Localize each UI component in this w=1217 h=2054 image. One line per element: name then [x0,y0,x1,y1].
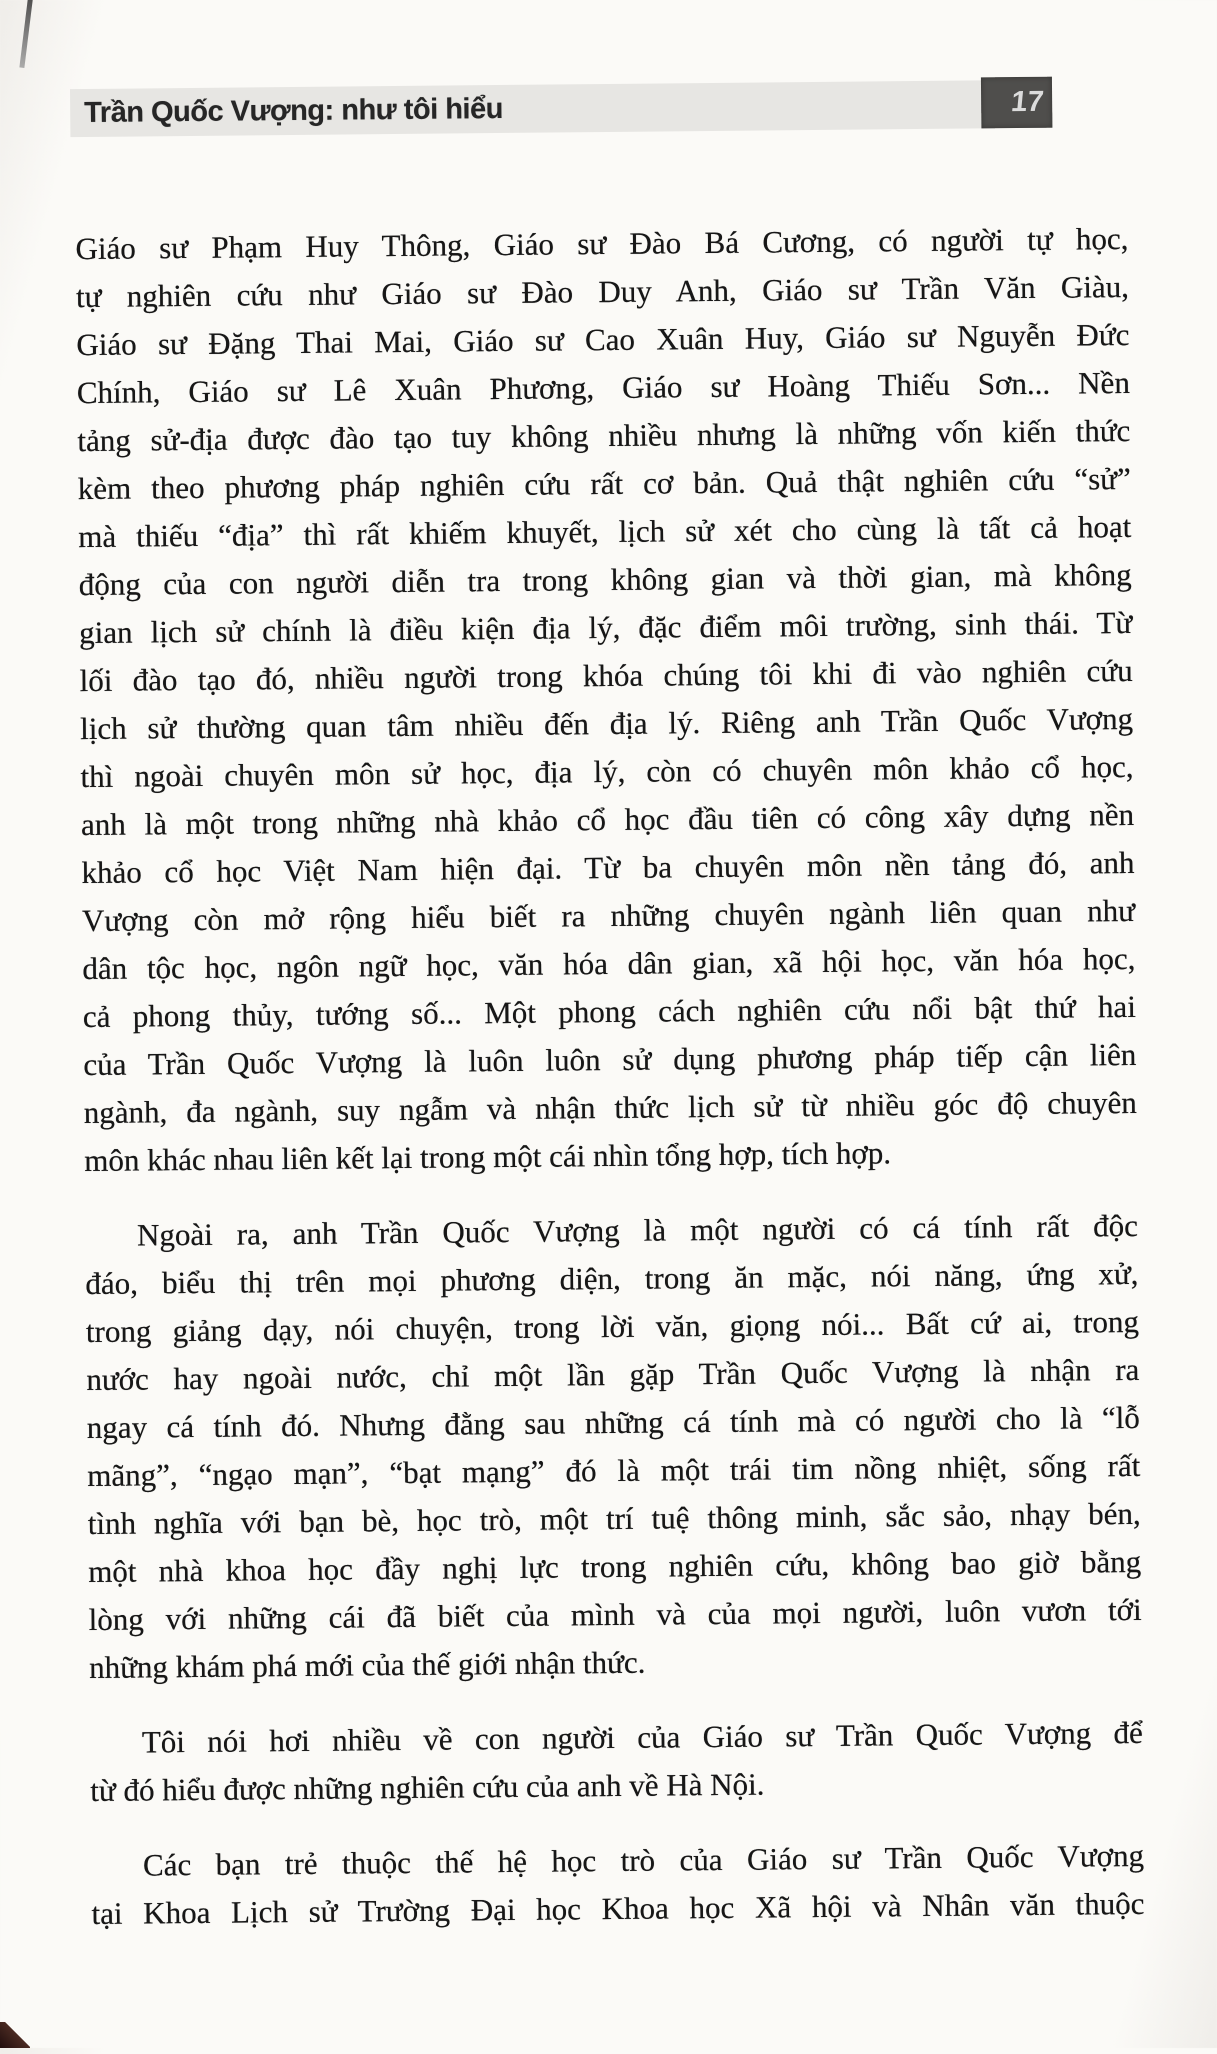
text-line: tại Khoa Lịch sử Trường Đại học Khoa học Xã hội và Nhân văn thuộc [91,1885,1145,1932]
running-header-title: Trần Quốc Vượng: như tôi hiểu [84,92,504,129]
text-line: trong giảng dạy, nói chuyện, trong lời văn, giọng nói... Bất cứ ai, trong [85,1303,1140,1350]
text-line: ngay cá tính đó. Nhưng đằng sau những cá tính mà có người cho là “lỗ [86,1399,1140,1446]
header-title-bar [70,80,981,137]
text-line: Vượng còn mở rộng hiểu biết ra những chuyên ngành liên quan như [81,892,1136,939]
text-line: nước hay ngoài nước, chỉ một lần gặp Trần Quốc Vượng là nhận ra [86,1351,1140,1398]
text-line: khảo cổ học Việt Nam hiện đại. Từ ba chuyên môn nền tảng đó, anh [81,844,1135,891]
text-line: gian lịch sử chính là điều kiện địa lý, đặc điểm môi trường, sinh thái. Từ [79,604,1133,651]
text-line: cả phong thủy, tướng số... Một phong cách nghiên cứu nổi bật thứ hai [82,988,1137,1035]
running-header [70,80,1052,137]
page-number: 17 [1009,85,1045,119]
text-line: của Trần Quốc Vượng là luôn luôn sử dụng phương pháp tiếp cận liên [83,1036,1137,1083]
paragraph [91,1832,1145,1938]
text-line: một nhà khoa học đầy nghị lực trong nghiên cứu, không bao giờ bằng [88,1543,1142,1590]
text-line: từ đó hiểu được những nghiên cứu của anh về Hà Nội. [90,1766,765,1809]
text-line: đáo, biểu thị trên mọi phương diện, trong ăn mặc, nói năng, ứng xử, [85,1255,1139,1302]
text-line: thì ngoài chuyên môn sử học, địa lý, còn có chuyên môn khảo cổ học, [80,748,1134,795]
text-line: Các bạn trẻ thuộc thế hệ học trò của Giáo sư Trần Quốc Vượng [142,1837,1145,1883]
text-line: Tôi nói hơi nhiều về con người của Giáo sư Trần Quốc Vượng để [141,1714,1143,1760]
text-line: lịch sử thường quan tâm nhiều đến địa lý. Riêng anh Trần Quốc Vượng [79,700,1134,747]
text-line: ngành, đa ngành, suy ngẫm và nhận thức lịch sử từ nhiều góc độ chuyên [83,1084,1137,1131]
paragraph [85,1202,1143,1692]
text-line: Giáo sư Đặng Thai Mai, Giáo sư Cao Xuân Huy, Giáo sư Nguyễn Đức [76,316,1130,363]
text-line: lối đào tạo đó, nhiều người trong khóa chúng tôi khi đi vào nghiên cứu [79,652,1133,699]
paragraph [90,1709,1144,1815]
text-line: Giáo sư Phạm Huy Thông, Giáo sư Đào Bá Cương, có người tự học, [75,220,1129,267]
text-line: tình nghĩa với bạn bè, học trò, một trí tuệ thông minh, sắc sảo, nhạy bén, [87,1495,1141,1542]
scan-edge-artifact-bottom-left [0,2022,30,2048]
body-text [75,215,1145,1965]
text-line: môn khác nhau liên kết lại trong một cái nhìn tổng hợp, tích hợp. [84,1135,892,1179]
text-line: động của con người diễn tra trong không gian và thời gian, mà không [78,556,1132,603]
text-line: những khám phá mới của thế giới nhận thức. [88,1644,646,1686]
text-line: kèm theo phương pháp nghiên cứu rất cơ bản. Quả thật nghiên cứu “sử” [77,460,1131,507]
text-line: Chính, Giáo sư Lê Xuân Phương, Giáo sư Hoàng Thiếu Sơn... Nền [76,364,1131,411]
page-number-box [981,77,1052,129]
text-line: dân tộc học, ngôn ngữ học, văn hóa dân gian, xã hội học, văn hóa học, [82,940,1136,987]
text-line: tự nghiên cứu như Giáo sư Đào Duy Anh, Giáo sư Trần Văn Giàu, [75,268,1130,315]
text-line: mãng”, “ngạo mạn”, “bạt mạng” đó là một trái tim nồng nhiệt, sống rất [87,1447,1141,1494]
text-line: tảng sử-địa được đào tạo tuy không nhiều nhưng là những vốn kiến thức [77,412,1131,459]
text-line: anh là một trong những nhà khảo cổ học đầu tiên có công xây dựng nền [80,796,1135,843]
text-line: Ngoài ra, anh Trần Quốc Vượng là một người có cá tính rất độc [136,1207,1139,1253]
text-line: mà thiếu “địa” thì rất khiếm khuyết, lịch sử xét cho cùng là tất cả hoạt [78,508,1132,555]
text-line: lòng với những cái đã biết của mình và của mọi người, luôn vươn tới [88,1591,1142,1638]
paragraph [75,215,1137,1185]
